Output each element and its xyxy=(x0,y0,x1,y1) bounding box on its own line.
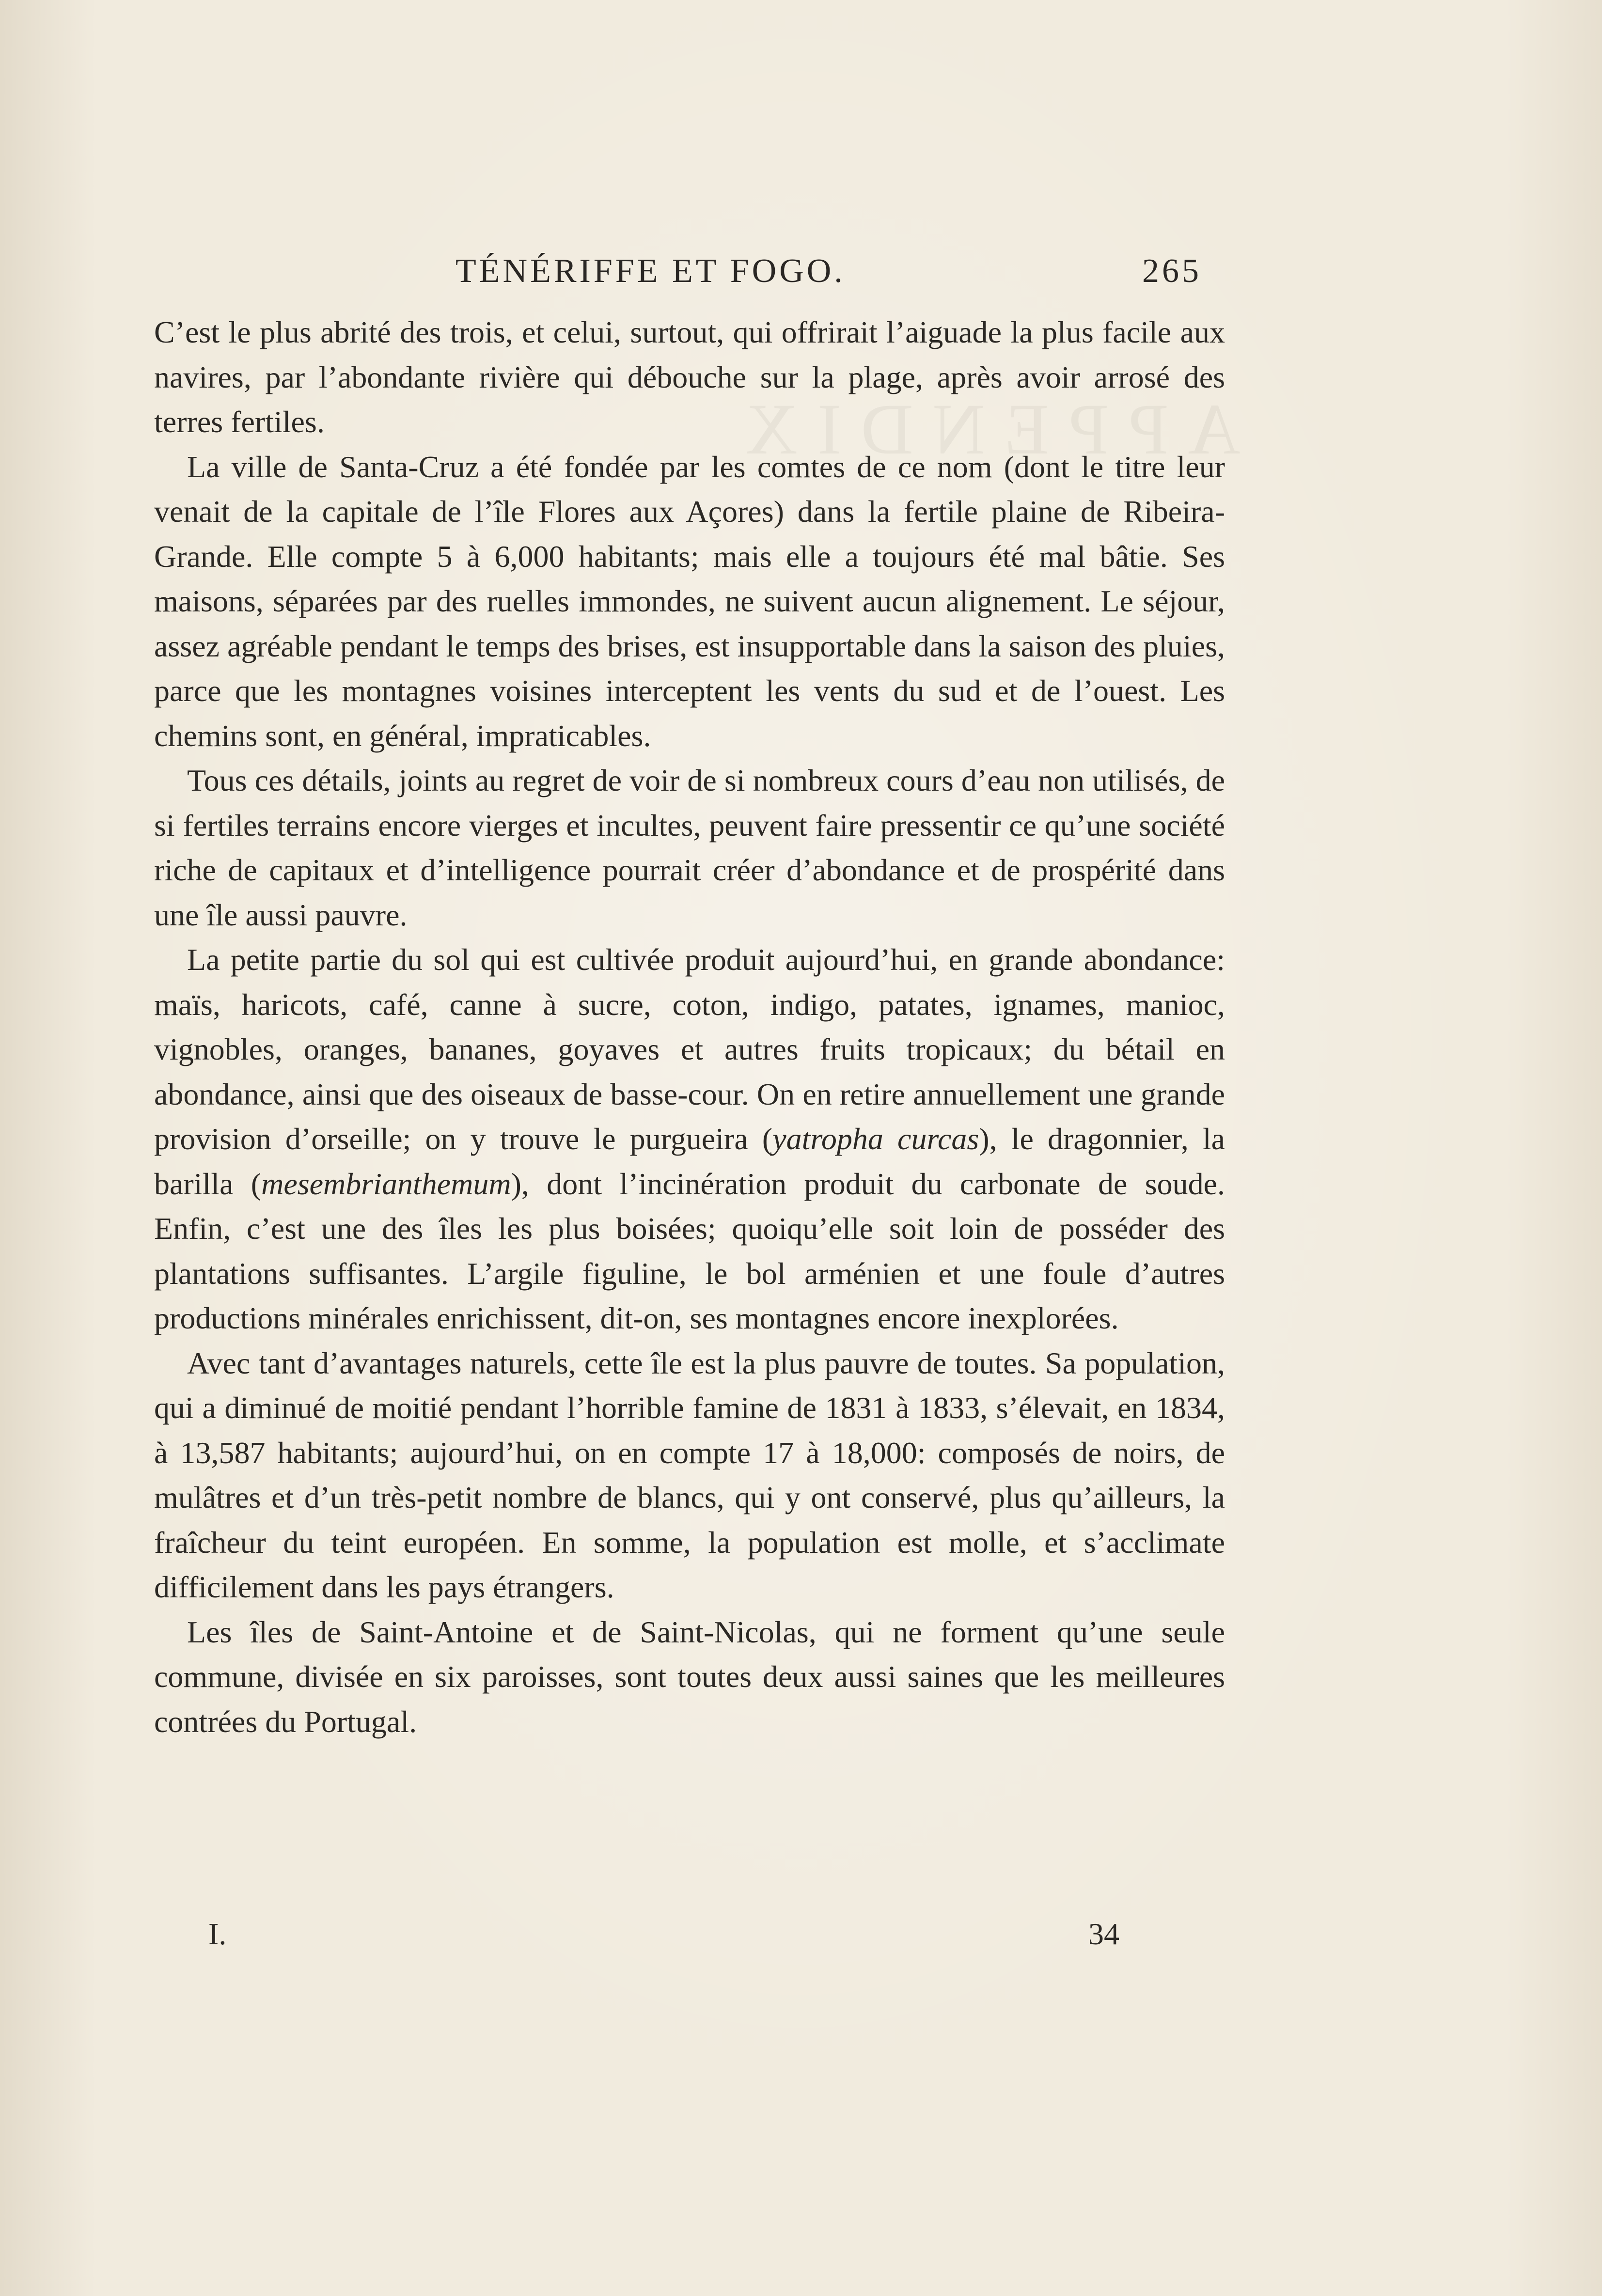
paragraph xyxy=(154,758,1225,937)
sheet-number: 34 xyxy=(1088,1917,1119,1951)
paragraph-text: Les îles de Saint-Antoine et de Saint-Nicolas, qui ne forment qu’une seule commune, divisée en six paroisses, sont toutes deux aussi saines que les meilleures contrées du Portugal. xyxy=(154,1614,1225,1739)
paragraph-text: ), le dragonnier, la barilla ( xyxy=(154,1122,1225,1201)
paragraph xyxy=(154,937,1225,1341)
paragraph-text: La petite partie du sol qui est cultivée produit aujourd’hui, en grande abondance: maïs, haricots, café, canne à sucre, coton, indigo, patates, ignames, manioc, vignobles, oranges, bananes, goyaves et autres fruits tropicaux; du bétail en abondance, ainsi que des oiseaux de basse-cour. On en retire annuellement une grande provision d’orseille; on y trouve le purgueira ( xyxy=(154,942,1225,1156)
signature-mark: I. xyxy=(208,1917,227,1951)
paragraph-text: La ville de Santa-Cruz a été fondée par les comtes de ce nom (dont le titre leur venait de la capitale de l’île Flores aux Açores) dans la fertile plaine de Ribeira-Grande. Elle compte 5 à 6,000 habitants; mais elle a toujours été mal bâtie. Ses maisons, séparées par des ruelles immondes, ne suivent aucun alignement. Le séjour, assez agréable pendant le temps des brises, est insupportable dans la saison des pluies, parce que les montagnes voisines interceptent les vents du sud et de l’ouest. Les chemins sont, en général, impraticables. xyxy=(154,449,1225,753)
paragraph-text: Avec tant d’avantages naturels, cette île est la plus pauvre de toutes. Sa population, qui a diminué de moitié pendant l’horrible famine de 1831 à 1833, s’élevait, en 1834, à 13,587 habitants; aujourd’hui, on en compte 17 à 18,000: composés de noirs, de mulâtres et d’un très-petit nombre de blancs, qui y ont conservé, plus qu’ailleurs, la fraîcheur du teint européen. En somme, la population est molle, et s’acclimate difficilement dans les pays étrangers. xyxy=(154,1345,1225,1604)
paragraph xyxy=(154,1341,1225,1610)
paragraph xyxy=(154,1610,1225,1745)
paragraph-text: ), dont l’incinération produit du carbonate de soude. Enfin, c’est une des îles les plus boisées; quoiqu’elle soit loin de posséder des plantations suffisantes. L’argile figuline, le bol arménien et une foule d’autres productions minérales enrichissent, dit-on, ses montagnes encore inexplorées. xyxy=(154,1166,1225,1335)
paragraph-text: Tous ces détails, joints au regret de voir de si nombreux cours d’eau non utilisés, de si fertiles terrains encore vierges et incultes, peuvent faire pressentir ce qu’une société riche de capitaux et d’intelligence pourrait créer d’abondance et de prospérité dans une île aussi pauvre. xyxy=(154,763,1225,932)
paragraph-text: C’est le plus abrité des trois, et celui, surtout, qui offrirait l’aiguade la plus facile aux navires, par l’abondante rivière qui débouche sur la plage, après avoir arrosé des terres fertiles. xyxy=(154,315,1225,439)
italic-term: yatropha curcas xyxy=(772,1122,979,1156)
paragraph xyxy=(154,310,1225,445)
running-head xyxy=(455,252,1202,296)
body-text xyxy=(154,310,1225,1744)
running-title: TÉNÉRIFFE ET FOGO. xyxy=(455,252,846,290)
italic-term: mesembrianthemum xyxy=(261,1166,511,1201)
page-number: 265 xyxy=(1142,252,1202,290)
show-through-title: APPENDIX xyxy=(726,389,1241,469)
page-footer xyxy=(208,1916,1119,1960)
paragraph xyxy=(154,445,1225,759)
